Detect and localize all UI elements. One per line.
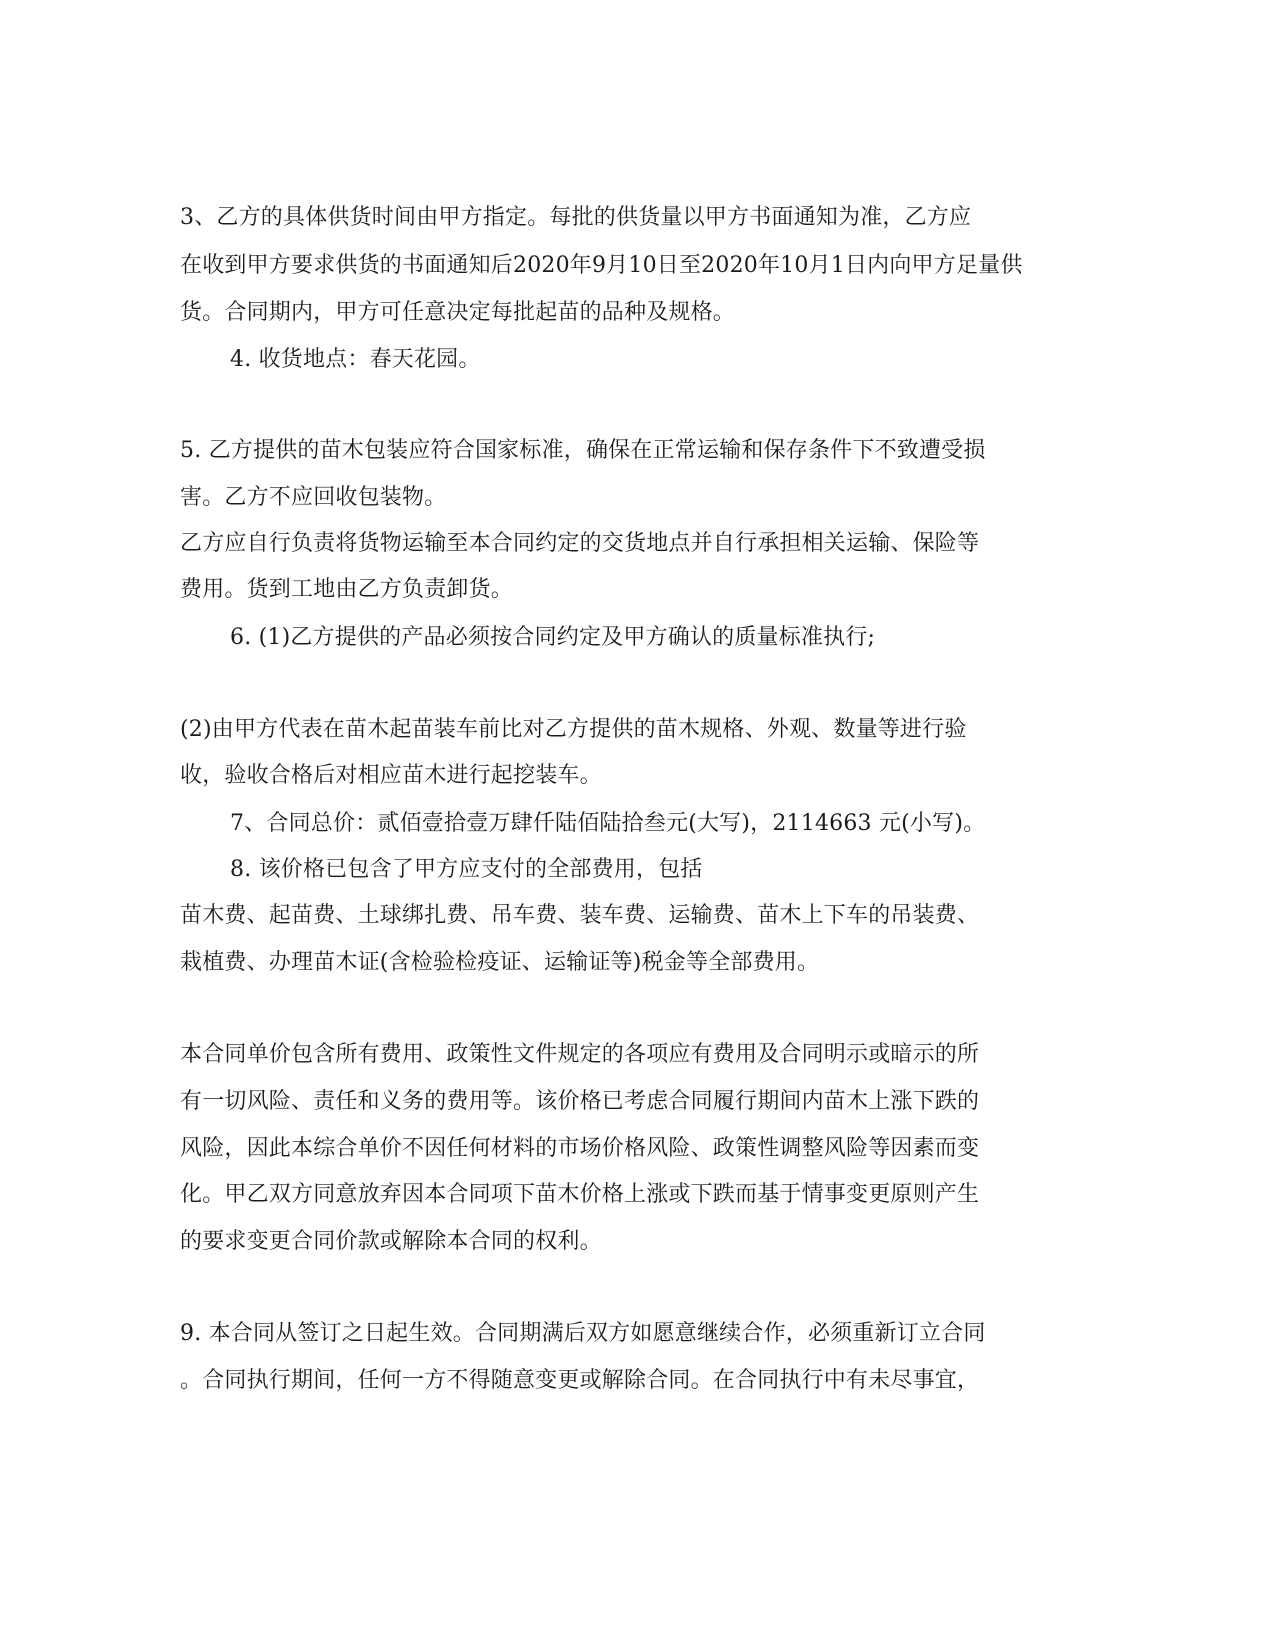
clause-6-line-1: 6. (1)乙方提供的产品必须按合同约定及甲方确认的质量标准执行; xyxy=(230,625,876,650)
clause-8-line-2: 苗木费、起苗费、土球绑扎费、吊车费、装车费、运输费、苗木上下车的吊装费、 xyxy=(180,903,980,928)
clause-3-line-1: 3、乙方的具体供货时间由甲方指定。每批的供货量以甲方书面通知为准，乙方应 xyxy=(180,205,972,230)
clause-3-line-3: 货。合同期内，甲方可任意决定每批起苗的品种及规格。 xyxy=(180,300,736,325)
clause-8-line-3: 栽植费、办理苗木证(含检验检疫证、运输证等)税金等全部费用。 xyxy=(180,950,820,975)
price-paragraph-line-2: 有一切风险、责任和义务的费用等。该价格已考虑合同履行期间内苗木上涨下跌的 xyxy=(180,1089,980,1114)
clause-6-line-2: (2)由甲方代表在苗木起苗装车前比对乙方提供的苗木规格、外观、数量等进行验 xyxy=(180,717,967,742)
price-paragraph-line-5: 的要求变更合同价款或解除本合同的权利。 xyxy=(180,1229,602,1254)
clause-6-line-3: 收，验收合格后对相应苗木进行起挖装车。 xyxy=(180,763,602,788)
clause-5-line-3: 乙方应自行负责将货物运输至本合同约定的交货地点并自行承担相关运输、保险等 xyxy=(180,531,980,556)
clause-5-line-4: 费用。货到工地由乙方负责卸货。 xyxy=(180,577,514,602)
price-paragraph-line-4: 化。甲乙双方同意放弃因本合同项下苗木价格上涨或下跌而基于情事变更原则产生 xyxy=(180,1182,980,1207)
clause-5-line-1: 5. 乙方提供的苗木包装应符合国家标准，确保在正常运输和保存条件下不致遭受损 xyxy=(180,438,986,463)
clause-5-line-2: 害。乙方不应回收包装物。 xyxy=(180,485,447,510)
clause-4-line: 4. 收货地点：春天花园。 xyxy=(230,347,481,372)
clause-7-line: 7、合同总价：贰佰壹拾壹万肆仟陆佰陆拾叁元(大写)，2114663 元(小写)。 xyxy=(230,811,986,836)
clause-8-line-1: 8. 该价格已包含了甲方应支付的全部费用，包括 xyxy=(230,857,703,882)
clause-9-line-2: 。合同执行期间，任何一方不得随意变更或解除合同。在合同执行中有未尽事宜， xyxy=(180,1368,980,1393)
price-paragraph-line-1: 本合同单价包含所有费用、政策性文件规定的各项应有费用及合同明示或暗示的所 xyxy=(180,1042,980,1067)
clause-3-line-2: 在收到甲方要求供货的书面通知后2020年9月10日至2020年10月1日内向甲方足量供 xyxy=(180,253,1023,278)
clause-9-line-1: 9. 本合同从签订之日起生效。合同期满后双方如愿意继续合作，必须重新订立合同 xyxy=(180,1321,986,1346)
price-paragraph-line-3: 风险，因此本综合单价不因任何材料的市场价格风险、政策性调整风险等因素而变 xyxy=(180,1136,980,1161)
